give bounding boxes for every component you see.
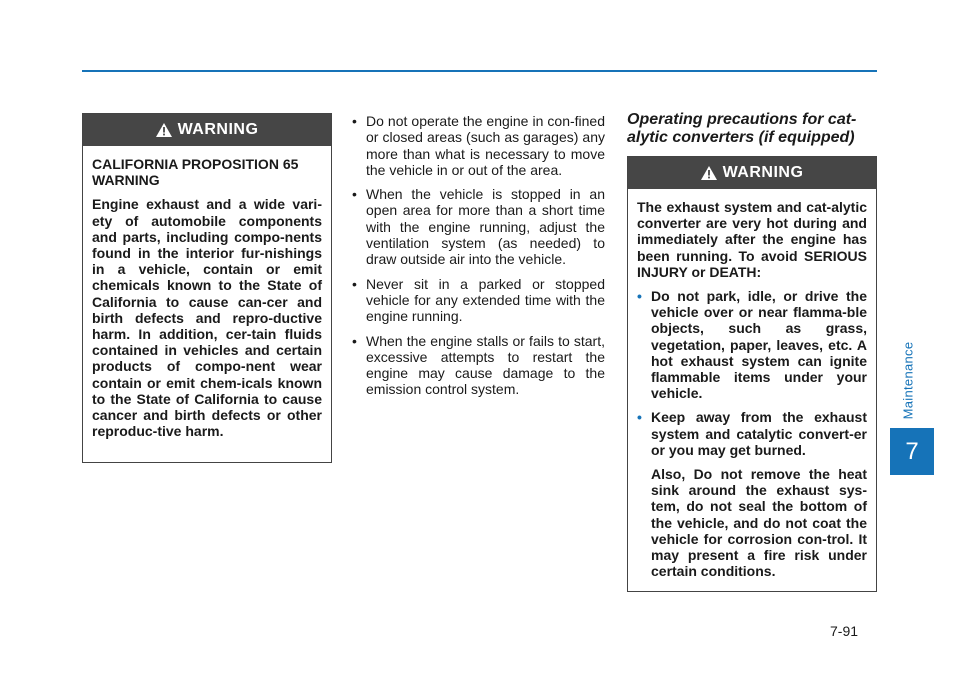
warning-intro: The exhaust system and cat-alytic converter are very hot during and immediately after the engine has been running. To avoid SERIOUS INJURY or DEATH: [637, 199, 867, 280]
list-item: • Do not operate the engine in con-fined or closed areas (such as garages) any more than what is necessary to move the vehicle in or out of the area. [352, 113, 605, 178]
bullet-icon: • [637, 409, 642, 426]
bullet-icon: • [352, 275, 357, 292]
bullet-icon: • [637, 288, 642, 305]
bullet-icon: • [352, 332, 357, 349]
warning-box-prop65 [82, 113, 332, 463]
list-item: • When the engine stalls or fails to start, excessive attempts to restart the engine may cause damage to the emission control system. [352, 332, 605, 398]
warning-header-label: WARNING [177, 121, 259, 138]
warning-title: CALIFORNIA PROPOSITION 65 WARNING [92, 156, 299, 189]
list-item: • When the vehicle is stopped in an open area for more than a short time with the engine running, adjust the ventilation system (as needed) to draw outside air into the vehicle. [352, 186, 605, 268]
top-rule [82, 70, 877, 72]
warning-continuation: Also, Do not remove the heat sink around the exhaust sys-tem, do not seal the bottom of the vehicle, and do not coat the vehicle for corrosion con-trol. It may present a fire risk under certain conditions. [651, 466, 867, 580]
list-item: • Keep away from the exhaust system and catalytic convert-er or you may get burned. [637, 409, 867, 458]
bullet-icon: • [352, 113, 357, 129]
list-item: • Do not park, idle, or drive the vehicle over or near flamma-ble objects, such as grass, vegetation, paper, leaves, etc. A hot exhaust system can ignite flammable items under your vehicle. [637, 288, 867, 402]
warning-header-label: WARNING [722, 164, 804, 181]
warning-triangle-icon [701, 166, 717, 180]
warning-triangle-icon [156, 123, 172, 137]
warning-body [628, 189, 876, 587]
warning-text: Engine exhaust and a wide vari-ety of automobile components and parts, including compo-nents found in the interior fur-nishings in a vehicle, contain or emit chemicals known to the State of California to cause can-cer and birth defects and repro-ductive harm. In addition, cer-tain fluids contained in vehicles and certain products of compo-nent wear contain or emit chem-icals known to the State of California to cause cancer and birth defects or other reproduc-tive harm. [92, 196, 322, 440]
list-item: • Never sit in a parked or stopped vehicle for any extended time with the engine running. [352, 275, 605, 325]
warning-header [83, 114, 331, 146]
chapter-number-tab: 7 [890, 428, 934, 475]
chapter-name: Maintenance [900, 341, 916, 419]
exhaust-precautions-list [352, 113, 605, 406]
page-number: 7-91 [830, 623, 859, 639]
warning-body [83, 146, 331, 447]
section-title: Operating precautions for cat-alytic converters (if equipped) [627, 111, 857, 146]
bullet-icon: • [352, 186, 357, 203]
chapter-side-label [886, 330, 930, 430]
warning-box-catalytic [627, 156, 877, 592]
warning-header [628, 157, 876, 189]
